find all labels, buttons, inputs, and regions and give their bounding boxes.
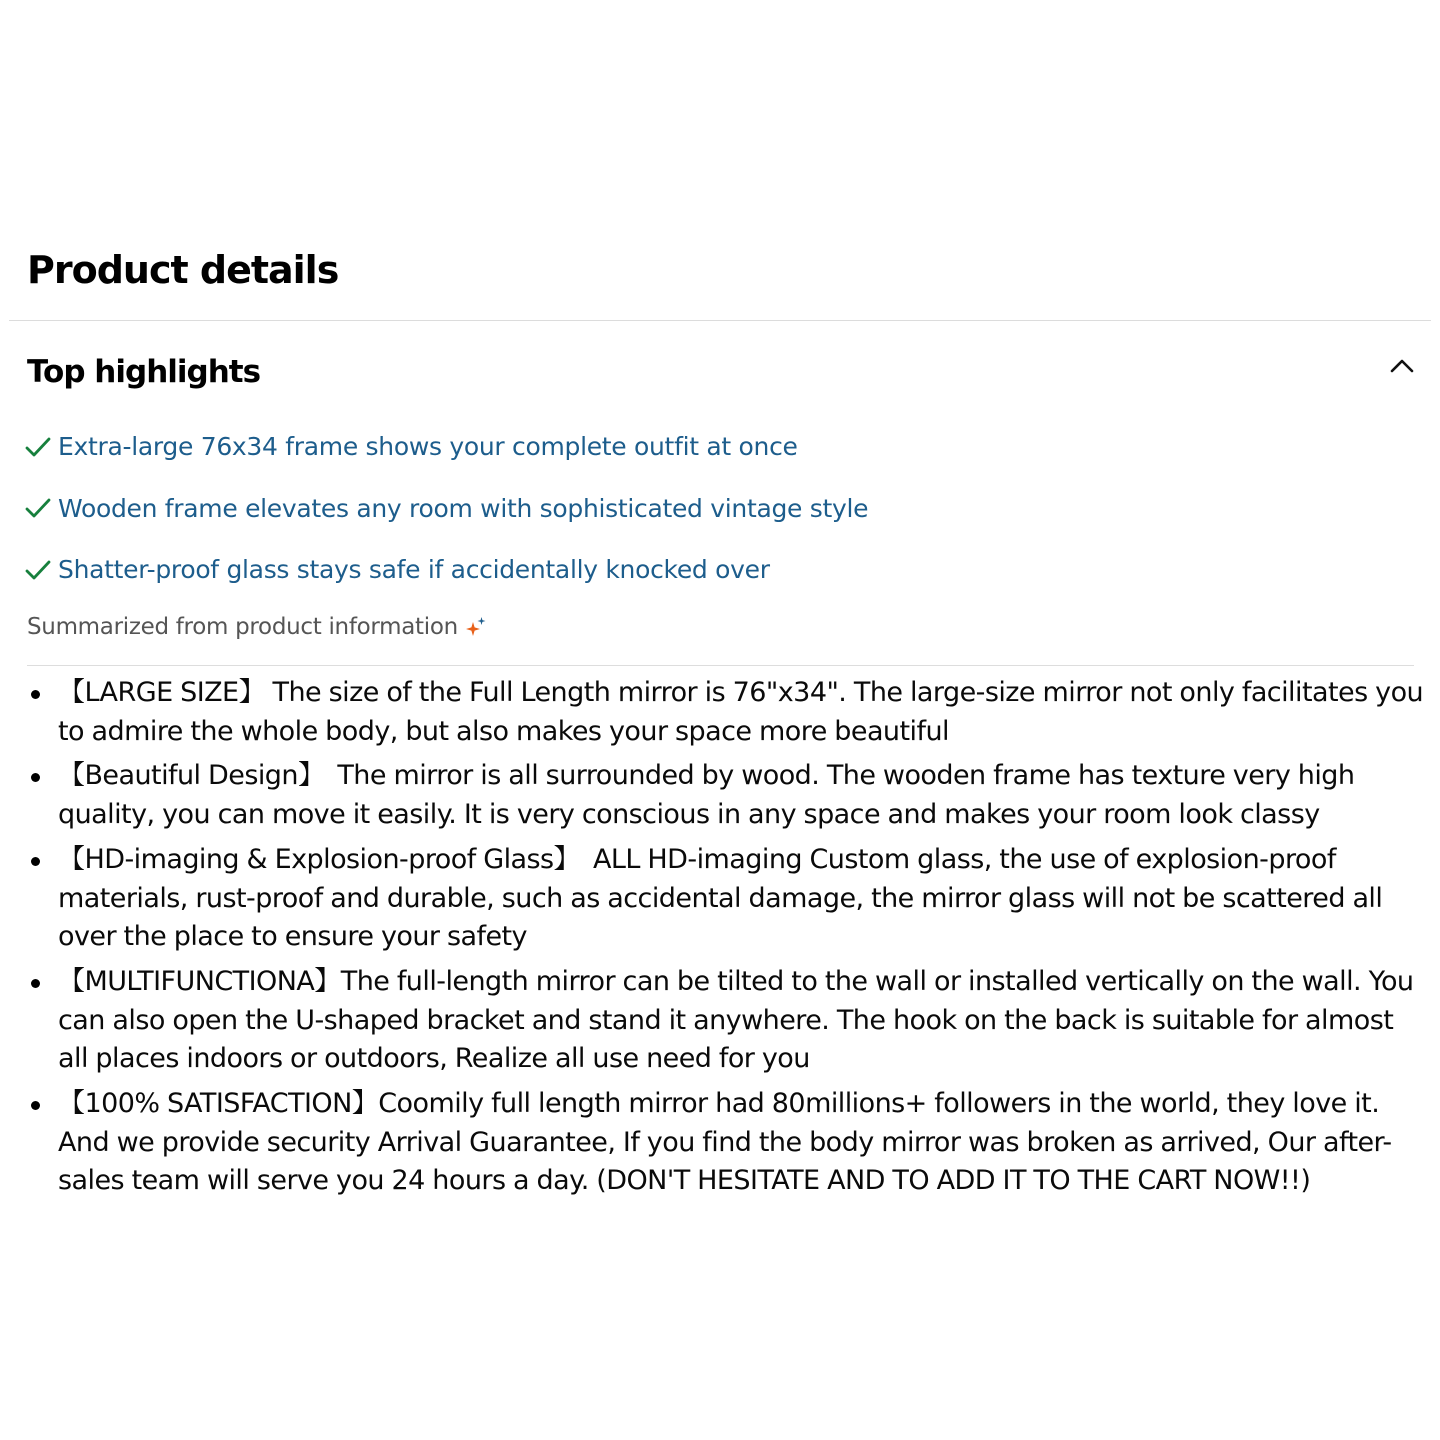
top-highlights-header[interactable] [27,345,1417,399]
bullet-icon [31,773,40,782]
highlight-item [24,539,868,601]
feature-item [58,963,1426,1079]
section-divider [9,320,1431,321]
feature-text: 【Beautiful Design】 The mirror is all surrounded by wood. The wooden frame has texture very high quality, you can move it easily. It is very conscious in any space and makes your room look classy [58,760,1355,831]
feature-text: 【MULTIFUNCTIONA】The full-length mirror can be tilted to the wall or installed vertically on the wall. You can also open the U-shaped bracket and stand it anywhere. The hook on the back is suitable for almost all places indoors or outdoors, Realize all use need for you [58,965,1414,1075]
highlight-item [24,416,868,478]
highlight-list [24,416,868,601]
top-highlights-title: Top highlights [27,354,261,390]
feature-item [58,841,1426,957]
bullet-icon [31,979,40,988]
summary-text: Summarized from product information [27,614,458,640]
highlight-text: Extra-large 76x34 frame shows your complete outfit at once [58,432,798,462]
feature-list [58,674,1426,1207]
feature-item [58,674,1426,751]
bullet-icon [31,1101,40,1110]
feature-item [58,1085,1426,1201]
feature-text: 【LARGE SIZE】 The size of the Full Length mirror is 76"x34". The large-size mirror not only facilitates you to admire the whole body, but also makes your space more beautiful [58,677,1424,747]
highlight-text: Wooden frame elevates any room with sophisticated vintage style [58,493,869,523]
chevron-up-icon[interactable] [1387,350,1417,380]
sparkle-icon [464,615,488,639]
summary-note [27,610,488,644]
checkmark-icon [24,433,52,461]
highlight-text: Shatter-proof glass stays safe if accidentally knocked over [58,555,770,585]
feature-item [58,757,1426,834]
feature-text: 【HD-imaging & Explosion-proof Glass】 ALL HD-imaging Custom glass, the use of explosion-proof materials, rust-proof and durable, such as accidental damage, the mirror glass will not be scattered all over the place to ensure your safety [58,843,1383,953]
page-title: Product details [27,248,339,292]
highlight-item [24,478,868,540]
checkmark-icon [24,556,52,584]
feature-text: 【100% SATISFACTION】Coomily full length mirror had 80millions+ followers in the world, they love it. And we provide security Arrival Guarantee, If you find the body mirror was broken as arrived, Our after-sales team will serve you 24 hours a day. (DON'T HESITATE AND TO ADD IT TO THE CART NOW!!) [58,1088,1392,1197]
section-divider [27,665,1414,666]
checkmark-icon [24,494,52,522]
bullet-icon [31,857,40,866]
bullet-icon [31,690,40,699]
